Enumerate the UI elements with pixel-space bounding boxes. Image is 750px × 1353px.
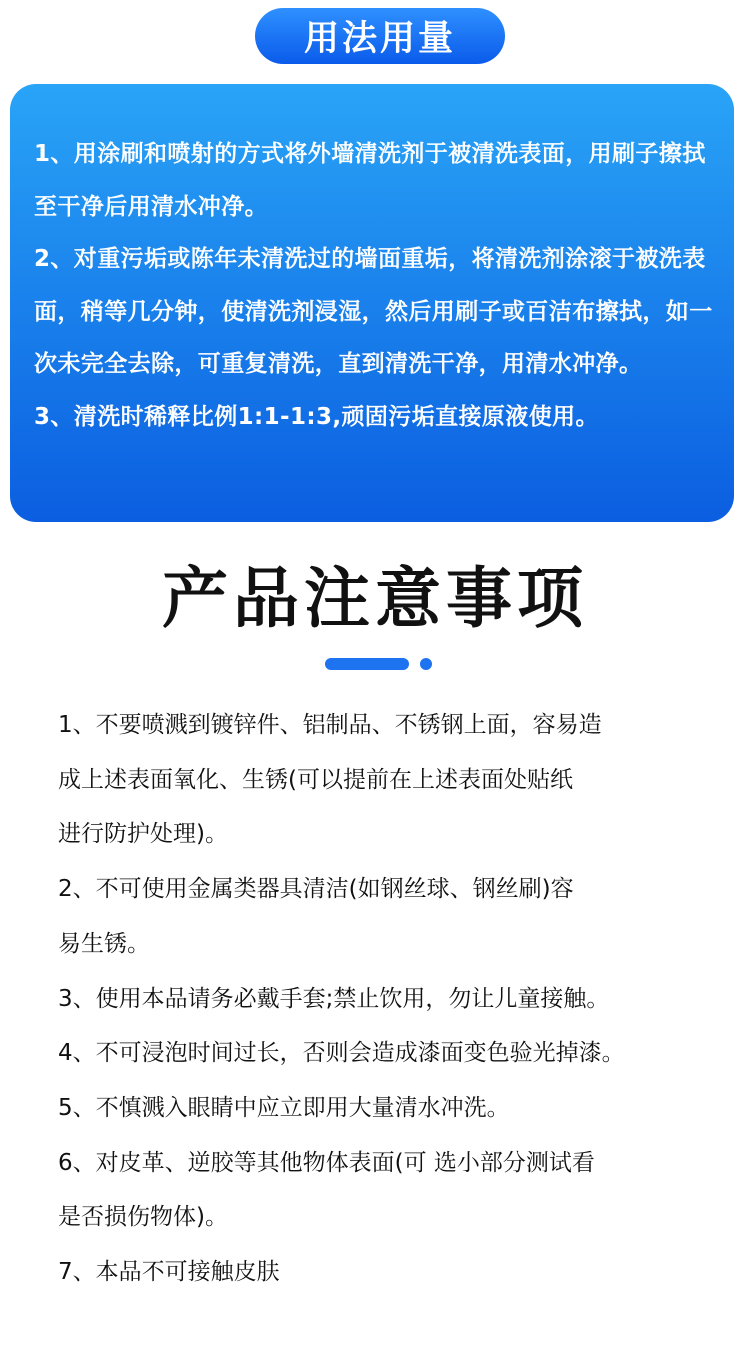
notice-line-9: 6、对皮革、逆胶等其他物体表面(可 选小部分测试看 xyxy=(58,1149,595,1176)
notice-section-title: 产品注意事项 xyxy=(162,560,588,637)
usage-step-3: 3、清洗时稀释比例1:1-1:3,顽固污垢直接原液使用。 xyxy=(34,403,599,430)
notice-line-2: 成上述表面氧化、生锈(可以提前在上述表面处贴纸 xyxy=(58,766,573,793)
notice-line-1: 1、不要喷溅到镀锌件、铝制品、不锈钢上面，容易造 xyxy=(58,712,602,738)
notice-list xyxy=(58,698,698,1300)
title-underline-dot xyxy=(420,658,432,670)
usage-step-1: 1、用涂刷和喷射的方式将外墙清洗剂于被清洗表面，用刷子擦拭至干净后用清水冲净。 xyxy=(34,141,706,220)
notice-line-8: 5、不慎溅入眼睛中应立即用大量清水冲洗。 xyxy=(58,1094,510,1121)
notice-line-5: 易生锈。 xyxy=(58,930,150,957)
usage-step-2: 2、对重污垢或陈年未清洗过的墙面重垢，将清洗剂涂滚于被洗表面，稍等几分钟，使清洗剂浸湿，然后用刷子或百洁布擦拭，如一次未完全去除，可重复清洗，直到清洗干净，用清水冲净。 xyxy=(34,246,713,377)
notice-line-6: 3、使用本品请务必戴手套;禁止饮用，勿让儿童接触。 xyxy=(58,985,610,1012)
usage-section-title: 用法用量 xyxy=(255,8,505,64)
title-underline-bar xyxy=(325,658,409,670)
notice-line-10: 是否损伤物体)。 xyxy=(58,1204,228,1231)
notice-line-4: 2、不可使用金属类器具清洁(如钢丝球、钢丝刷)容 xyxy=(58,876,574,903)
notice-line-7: 4、不可浸泡时间过长，否则会造成漆面变色验光掉漆。 xyxy=(58,1040,625,1067)
usage-instructions-panel xyxy=(10,84,734,522)
notice-line-11: 7、本品不可接触皮肤 xyxy=(58,1259,280,1286)
notice-line-3: 进行防护处理)。 xyxy=(58,821,228,848)
